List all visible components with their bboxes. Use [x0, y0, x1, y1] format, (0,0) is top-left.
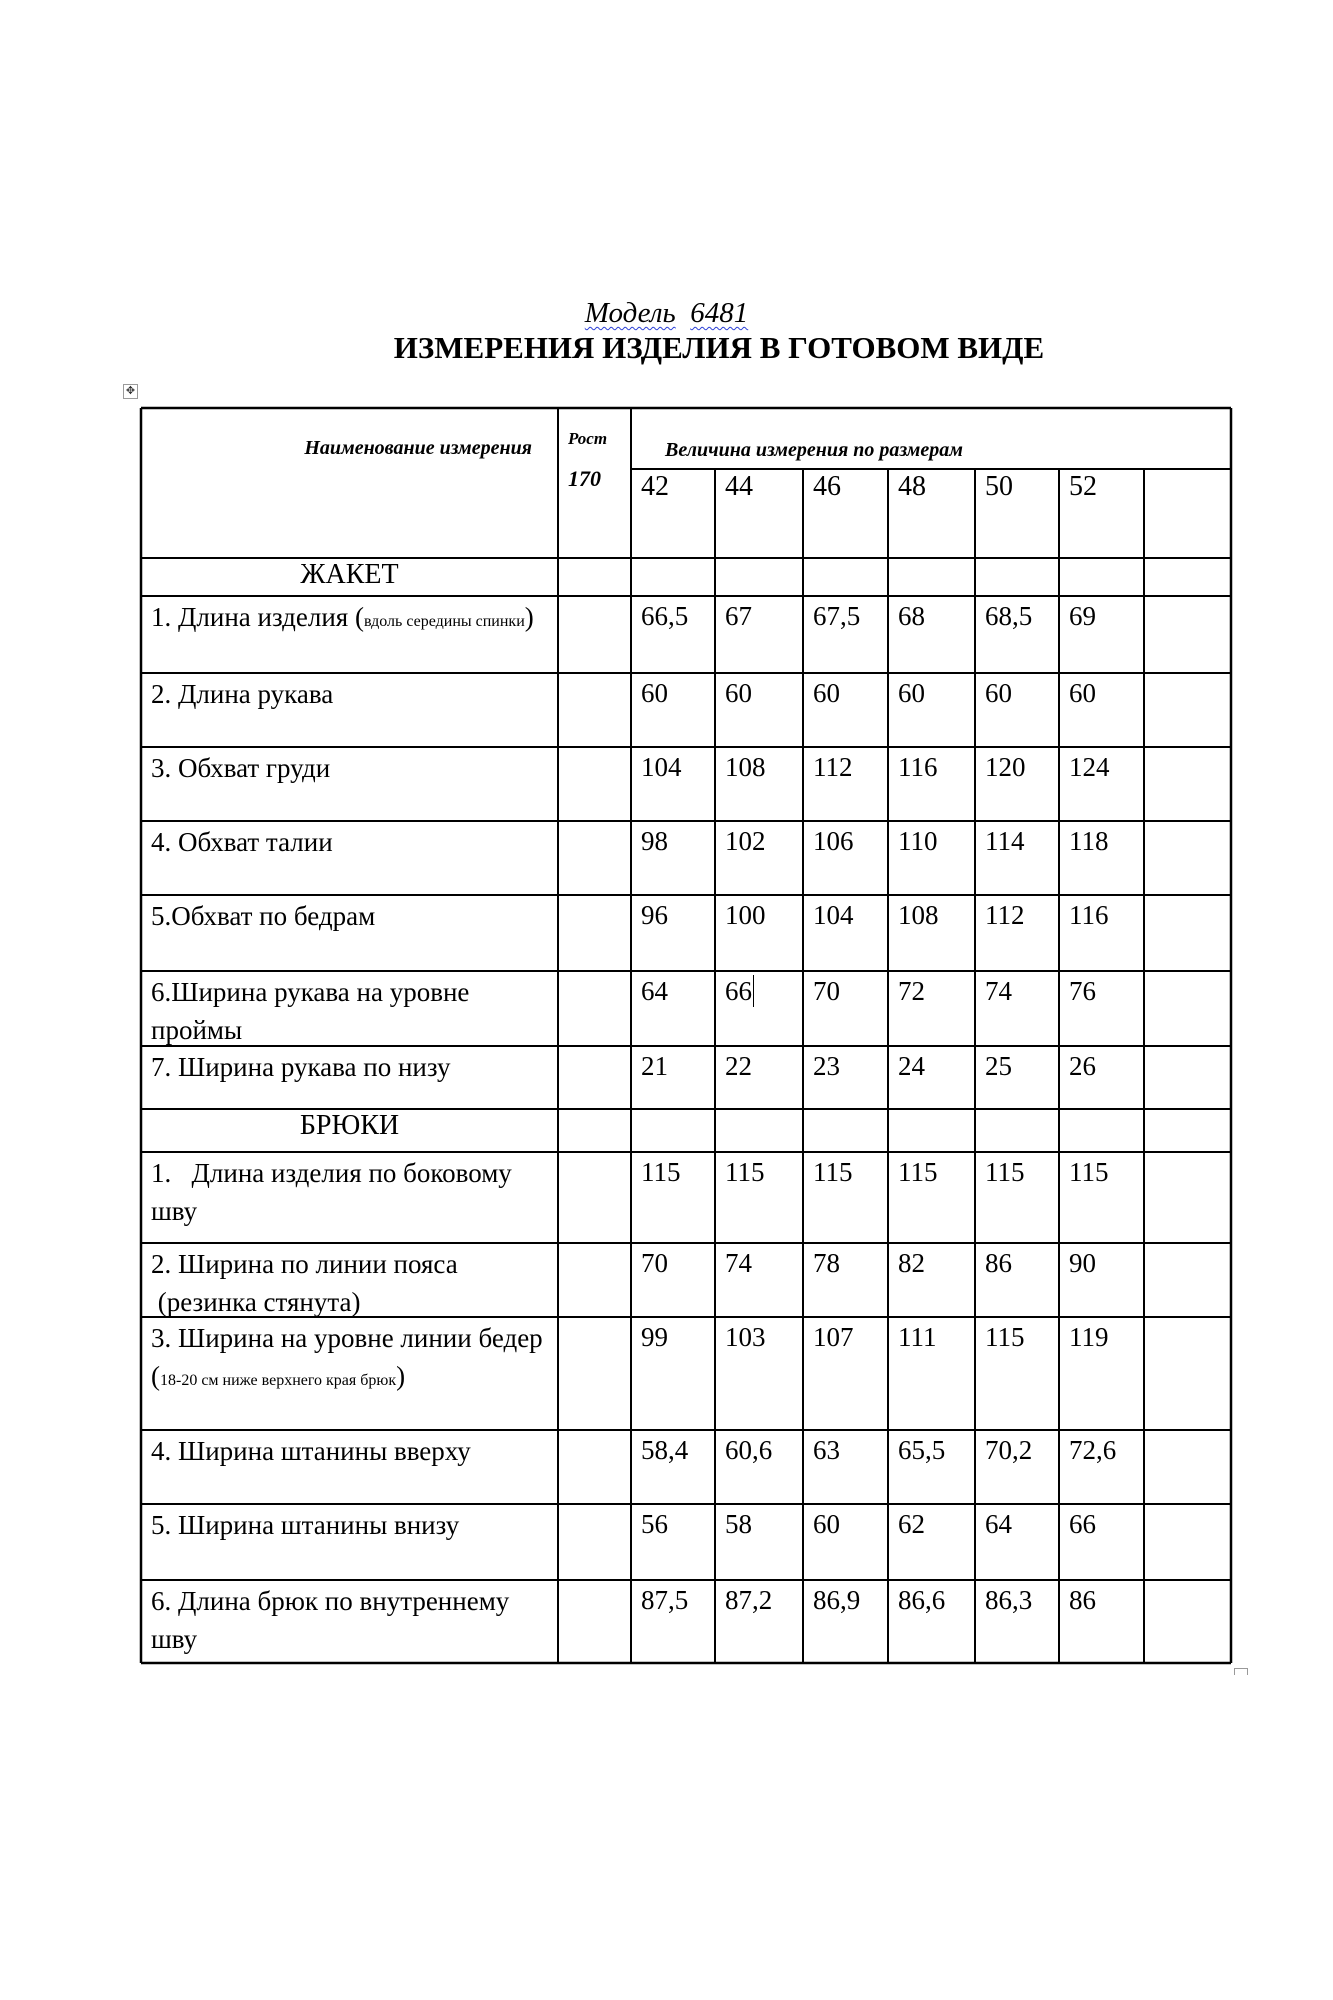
empty-size-cell	[1144, 1152, 1231, 1243]
empty-size-cell	[1144, 1317, 1231, 1430]
size-column-header: 46	[813, 471, 841, 502]
empty-size-cell	[1144, 1430, 1231, 1504]
measurement-value[interactable]: 60	[985, 678, 1012, 708]
measurement-value[interactable]: 60,6	[725, 1435, 773, 1465]
measurement-value[interactable]: 112	[985, 900, 1025, 930]
measurement-name	[141, 747, 558, 821]
height-cell	[558, 1317, 631, 1430]
measurement-value[interactable]: 24	[898, 1051, 925, 1081]
measurement-value[interactable]: 23	[813, 1051, 840, 1081]
size-column-header: 42	[641, 471, 669, 502]
empty-size-cell	[1144, 1046, 1231, 1109]
size-column-header	[1144, 469, 1231, 558]
measurement-value[interactable]: 65,5	[898, 1435, 946, 1465]
measurement-value[interactable]: 74	[725, 1248, 752, 1278]
measurement-value[interactable]: 116	[898, 752, 938, 782]
measurement-label: 1. Длина изделия (	[151, 602, 364, 632]
measurement-value[interactable]: 111	[898, 1322, 937, 1352]
measurement-value[interactable]: 62	[898, 1509, 925, 1539]
measurement-value[interactable]: 107	[813, 1322, 854, 1352]
empty-size-cell	[1144, 971, 1231, 1046]
table-move-handle-icon[interactable]: ✥	[123, 384, 138, 399]
measurement-value[interactable]: 69	[1069, 601, 1096, 631]
header-measurement-name: Наименование измерения	[304, 437, 532, 459]
measurement-value[interactable]: 21	[641, 1051, 668, 1081]
measurement-value[interactable]: 104	[641, 752, 682, 782]
measurement-value[interactable]: 67,5	[813, 601, 861, 631]
measurement-value[interactable]: 74	[985, 976, 1012, 1006]
height-cell	[558, 596, 631, 673]
measurement-value[interactable]: 60	[725, 678, 752, 708]
empty-size-cell	[1144, 596, 1231, 673]
measurement-value[interactable]: 56	[641, 1509, 668, 1539]
measurement-value[interactable]: 108	[725, 752, 766, 782]
measurement-value[interactable]: 115	[985, 1322, 1025, 1352]
measurement-value[interactable]: 72,6	[1069, 1435, 1117, 1465]
measurement-value[interactable]: 112	[813, 752, 853, 782]
measurement-value[interactable]: 103	[725, 1322, 766, 1352]
measurement-value[interactable]: 124	[1069, 752, 1110, 782]
height-cell	[558, 971, 631, 1046]
measurement-label: 6.Ширина рукава на уровне проймы	[151, 977, 477, 1045]
height-cell	[558, 1430, 631, 1504]
measurement-value[interactable]: 115	[813, 1157, 853, 1187]
measurement-value[interactable]: 87,5	[641, 1585, 689, 1615]
measurement-note-close: )	[396, 1361, 406, 1391]
measurement-value[interactable]: 58,4	[641, 1435, 689, 1465]
size-column-header: 52	[1069, 471, 1097, 502]
measurement-name	[141, 971, 558, 1046]
measurement-value[interactable]: 60	[1069, 678, 1096, 708]
measurement-value[interactable]: 70,2	[985, 1435, 1033, 1465]
measurement-label: 6. Длина брюк по внутреннему шву	[151, 1586, 517, 1654]
measurement-name	[141, 1430, 558, 1504]
measurement-name	[141, 1152, 558, 1243]
height-cell	[558, 747, 631, 821]
measurement-label: 5. Ширина штанины внизу	[151, 1510, 460, 1540]
height-cell	[558, 821, 631, 895]
height-cell	[558, 1504, 631, 1580]
measurement-label: 1. Длина изделия по боковому шву	[151, 1158, 519, 1226]
empty-size-cell	[1144, 1580, 1231, 1663]
measurement-value[interactable]: 106	[813, 826, 854, 856]
height-cell	[558, 1243, 631, 1317]
measurement-value[interactable]: 118	[1069, 826, 1109, 856]
measurement-value[interactable]: 63	[813, 1435, 840, 1465]
size-column-header: 44	[725, 471, 753, 502]
measurement-value[interactable]: 119	[1069, 1322, 1109, 1352]
measurement-value[interactable]: 67	[725, 601, 752, 631]
height-cell	[558, 673, 631, 747]
measurement-value[interactable]: 98	[641, 826, 668, 856]
height-cell	[558, 895, 631, 971]
measurement-value[interactable]: 87,2	[725, 1585, 773, 1615]
empty-size-cell	[1144, 1504, 1231, 1580]
measurement-value[interactable]: 86,9	[813, 1585, 861, 1615]
model-label: Модель	[584, 297, 676, 329]
header-height-value: 170	[568, 466, 601, 491]
measurement-name	[141, 821, 558, 895]
measurement-value[interactable]: 70	[813, 976, 840, 1006]
measurement-value[interactable]: 70	[641, 1248, 668, 1278]
measurement-value[interactable]: 86,3	[985, 1585, 1033, 1615]
measurement-value[interactable]: 115	[1069, 1157, 1109, 1187]
measurement-label: 2. Длина рукава	[151, 679, 334, 709]
measurement-value[interactable]: 90	[1069, 1248, 1096, 1278]
measurement-note: 18-20 см ниже верхнего края брюк	[160, 1372, 397, 1389]
size-column-header: 50	[985, 471, 1013, 502]
measurement-label: 3. Обхват груди	[151, 753, 331, 783]
measurement-value[interactable]: 86	[1069, 1585, 1096, 1615]
measurement-note-close: )	[524, 602, 534, 632]
measurement-value[interactable]: 102	[725, 826, 766, 856]
measurement-value[interactable]: 60	[641, 678, 668, 708]
measurement-label: 2. Ширина по линии пояса (резинка стянута)	[151, 1249, 458, 1317]
height-cell	[558, 1580, 631, 1663]
measurement-label: 4. Ширина штанины вверху	[151, 1436, 471, 1466]
measurement-value[interactable]: 115	[985, 1157, 1025, 1187]
measurement-name	[141, 1243, 558, 1317]
measurement-value[interactable]: 66,5	[641, 601, 689, 631]
empty-size-cell	[1144, 895, 1231, 971]
empty-size-cell	[1144, 673, 1231, 747]
empty-size-cell	[1144, 747, 1231, 821]
measurement-value[interactable]: 114	[985, 826, 1025, 856]
measurement-value[interactable]: 86,6	[898, 1585, 946, 1615]
measurement-name	[141, 673, 558, 747]
measurement-value[interactable]: 116	[1069, 900, 1109, 930]
measurement-value[interactable]: 60	[898, 678, 925, 708]
empty-size-cell	[1144, 821, 1231, 895]
measurement-value[interactable]: 100	[725, 900, 766, 930]
measurement-value[interactable]: 68	[898, 601, 925, 631]
measurement-value[interactable]: 66	[725, 976, 752, 1006]
measurement-value[interactable]: 86	[985, 1248, 1012, 1278]
measurement-value[interactable]: 99	[641, 1322, 668, 1352]
measurement-label: 4. Обхват талии	[151, 827, 333, 857]
measurement-label: 3. Ширина на уровне линии бедер (	[151, 1323, 550, 1391]
measurement-value[interactable]: 115	[898, 1157, 938, 1187]
document-title: ИЗМЕРЕНИЯ ИЗДЕЛИЯ В ГОТОВОМ ВИДЕ	[393, 330, 1045, 365]
text-cursor	[753, 975, 754, 1007]
measurement-name	[141, 895, 558, 971]
measurement-value[interactable]: 96	[641, 900, 668, 930]
height-cell	[558, 1152, 631, 1243]
measurement-value[interactable]: 82	[898, 1248, 925, 1278]
measurement-note: вдоль середины спинки	[363, 613, 525, 630]
measurement-value[interactable]: 104	[813, 900, 854, 930]
measurement-value[interactable]: 78	[813, 1248, 840, 1278]
measurement-name	[141, 1317, 558, 1430]
measurement-name	[141, 1580, 558, 1663]
measurement-value[interactable]: 22	[725, 1051, 752, 1081]
measurement-value[interactable]: 76	[1069, 976, 1096, 1006]
measurement-value[interactable]: 115	[725, 1157, 765, 1187]
section-title: БРЮКИ	[299, 1110, 400, 1141]
measurement-value[interactable]: 108	[898, 900, 939, 930]
measurement-value[interactable]: 26	[1069, 1051, 1096, 1081]
measurement-name	[141, 1504, 558, 1580]
measurement-label: 7. Ширина рукава по низу	[151, 1052, 451, 1082]
table-end-mark	[1234, 1668, 1248, 1675]
measurement-value[interactable]: 60	[813, 1509, 840, 1539]
measurement-value[interactable]: 115	[641, 1157, 681, 1187]
measurement-value[interactable]: 60	[813, 678, 840, 708]
empty-size-cell	[1144, 1243, 1231, 1317]
size-column-header: 48	[898, 471, 926, 502]
height-cell	[558, 1046, 631, 1109]
measurement-name	[141, 596, 558, 673]
measurement-value[interactable]: 110	[898, 826, 938, 856]
measurement-value[interactable]: 58	[725, 1509, 752, 1539]
model-number: 6481	[690, 297, 749, 329]
section-title: ЖАКЕТ	[300, 559, 399, 590]
measurement-value[interactable]: 120	[985, 752, 1026, 782]
header-sizes-label: Величина измерения по размерам	[665, 439, 963, 461]
measurement-value[interactable]: 66	[1069, 1509, 1096, 1539]
measurement-value[interactable]: 64	[641, 976, 668, 1006]
header-height-label: Рост	[568, 429, 608, 448]
measurement-value[interactable]: 72	[898, 976, 925, 1006]
measurement-value[interactable]: 25	[985, 1051, 1012, 1081]
measurement-label: 5.Обхват по бедрам	[151, 901, 376, 931]
measurement-value[interactable]: 68,5	[985, 601, 1033, 631]
measurement-name	[141, 1046, 558, 1109]
measurement-value[interactable]: 64	[985, 1509, 1012, 1539]
